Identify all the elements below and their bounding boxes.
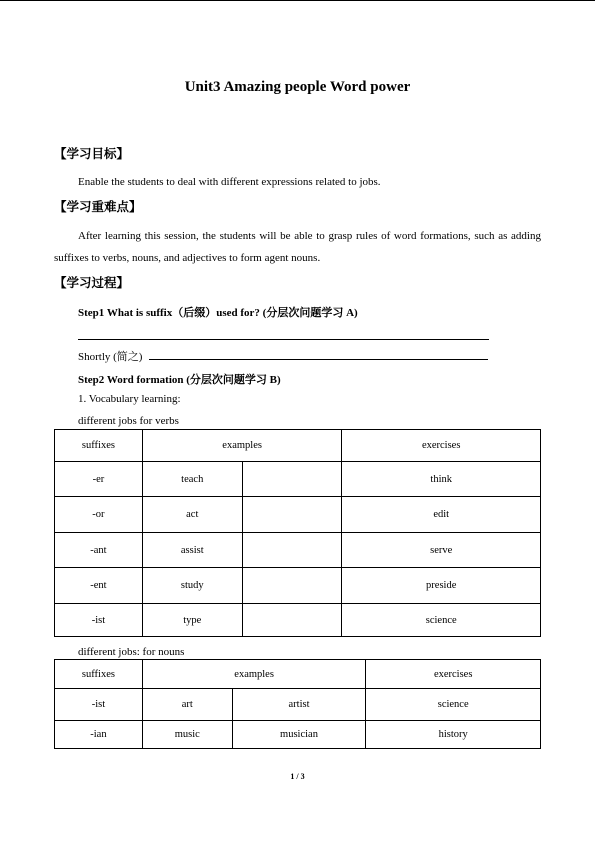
header-exercises: exercises	[366, 660, 541, 689]
exercise-cell: think	[342, 462, 541, 497]
verbs-table	[54, 429, 541, 637]
step1-heading: Step1 What is suffix（后缀）used for? (分层次问题学习 A)	[78, 307, 358, 319]
table-row	[55, 721, 541, 749]
section-heading-keypoints: 【学习重难点】	[54, 199, 142, 214]
page-number: 1 / 3	[290, 772, 305, 781]
example-answer-cell[interactable]	[242, 604, 342, 637]
suffix-cell: -er	[55, 462, 143, 497]
example-cell: art	[142, 689, 232, 721]
example-answer-cell[interactable]	[242, 568, 342, 604]
document-title: Unit3 Amazing people Word power	[184, 79, 411, 95]
keypoints-text: After learning this session, the students will be able to grasp rules of word formations, such as adding suffixes to verbs, nouns, and adjectives to form agent nouns.	[54, 230, 541, 264]
exercise-cell: science	[366, 689, 541, 721]
suffix-cell: -ian	[55, 721, 143, 749]
table-row	[55, 533, 541, 568]
answer-line-2	[149, 359, 488, 360]
section-heading-objectives: 【学习目标】	[54, 146, 130, 161]
exercise-cell: preside	[342, 568, 541, 604]
table-row	[55, 462, 541, 497]
example-cell: study	[142, 568, 242, 604]
nouns-table-caption: different jobs: for nouns	[78, 646, 185, 658]
table-row	[55, 689, 541, 721]
example-cell: assist	[142, 533, 242, 568]
exercise-cell: history	[366, 721, 541, 749]
header-examples: examples	[142, 430, 342, 462]
header-exercises: exercises	[342, 430, 541, 462]
table-row	[55, 604, 541, 637]
page-top-rule	[0, 0, 595, 1]
table-row	[55, 497, 541, 533]
vocabulary-label: 1. Vocabulary learning:	[78, 393, 181, 405]
verbs-table-caption: different jobs for verbs	[78, 415, 179, 427]
header-examples: examples	[142, 660, 366, 689]
exercise-cell: serve	[342, 533, 541, 568]
exercise-cell: science	[342, 604, 541, 637]
section-heading-process: 【学习过程】	[54, 275, 130, 290]
header-suffixes: suffixes	[55, 660, 143, 689]
example-cell: act	[142, 497, 242, 533]
suffix-cell: -or	[55, 497, 143, 533]
suffix-cell: -ant	[55, 533, 143, 568]
step2-heading: Step2 Word formation (分层次问题学习 B)	[78, 374, 281, 386]
header-suffixes: suffixes	[55, 430, 143, 462]
shortly-label: Shortly (简之)	[78, 351, 143, 363]
table-header-row	[55, 430, 541, 462]
example-answer-cell[interactable]	[242, 497, 342, 533]
example-derived-cell: musician	[232, 721, 366, 749]
example-cell: music	[142, 721, 232, 749]
example-derived-cell: artist	[232, 689, 366, 721]
example-cell: type	[142, 604, 242, 637]
exercise-cell: edit	[342, 497, 541, 533]
answer-line-1	[78, 339, 489, 340]
objectives-text: Enable the students to deal with different expressions related to jobs.	[78, 176, 381, 188]
suffix-cell: -ist	[55, 604, 143, 637]
example-answer-cell[interactable]	[242, 533, 342, 568]
example-cell: teach	[142, 462, 242, 497]
nouns-table	[54, 659, 541, 749]
suffix-cell: -ent	[55, 568, 143, 604]
table-header-row	[55, 660, 541, 689]
table-row	[55, 568, 541, 604]
example-answer-cell[interactable]	[242, 462, 342, 497]
suffix-cell: -ist	[55, 689, 143, 721]
